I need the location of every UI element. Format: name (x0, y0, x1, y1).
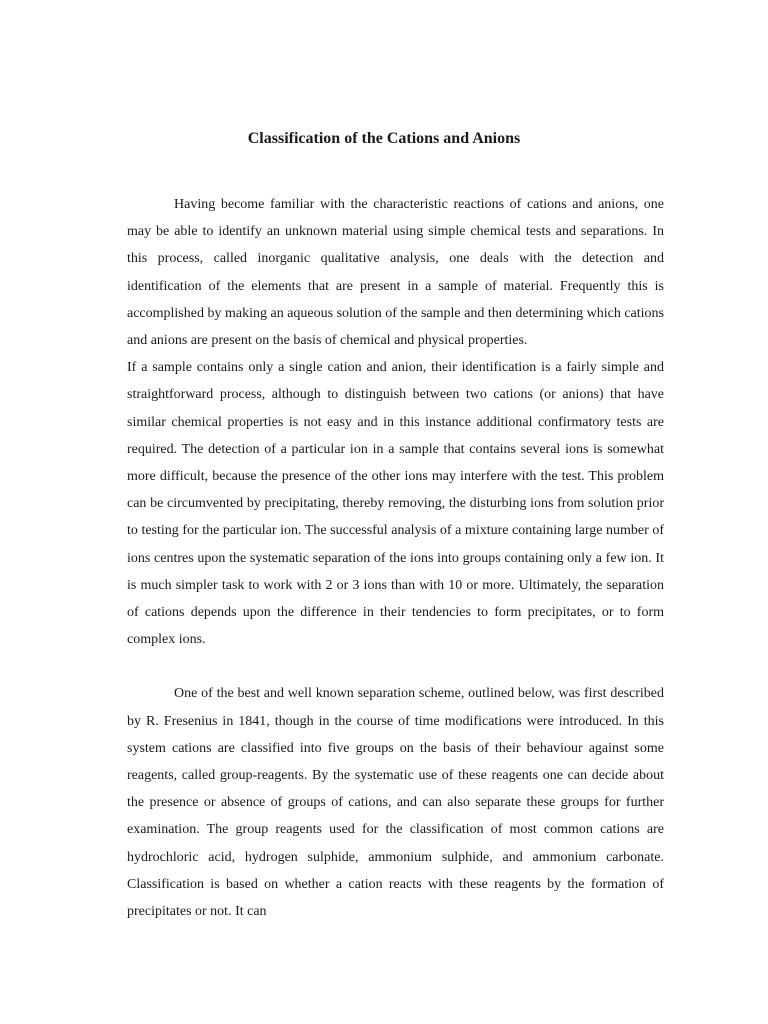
paragraph-single-ion: If a sample contains only a single cation and anion, their identification is a fairly simple and straightforward process, although to distinguish between two cations (or anions) that have similar chemical properties is not easy and in this instance additional confirmatory tests are required. The detection of a particular ion in a sample that contains several ions is somewhat more difficult, because the presence of the other ions may interfere with the test. This problem can be circumvented by precipitating, thereby removing, the disturbing ions from solution prior to testing for the particular ion. The successful analysis of a mixture containing large number of ions centres upon the systematic separation of the ions into groups containing only a few ion. It is much simpler task to work with 2 or 3 ions than with 10 or more. Ultimately, the separation of cations depends upon the difference in their tendencies to form precipitates, or to form complex ions. (127, 360, 664, 648)
document-body (127, 191, 664, 925)
paragraph-spacer (127, 653, 664, 680)
paragraph-fresenius-scheme: One of the best and well known separation scheme, outlined below, was first described by R. Fresenius in 1841, though in the course of time modifications were introduced. In this system cations are classified into five groups on the basis of their behaviour against some reagents, called group-reagents. By the systematic use of these reagents one can decide about the presence or absence of groups of cations, and can also separate these groups for further examination. The group reagents used for the classification of most common cations are hydrochloric acid, hydrogen sulphide, ammonium sulphide, and ammonium carbonate. Classification is based on whether a cation reacts with these reagents by the formation of precipitates or not. It can (127, 686, 664, 920)
page-title: Classification of the Cations and Anions (247, 130, 521, 147)
paragraph-intro: Having become familiar with the characteristic reactions of cations and anions, one may be able to identify an unknown material using simple chemical tests and separations. In this process, called inorganic qualitative analysis, one deals with the detection and identification of the elements that are present in a sample of material. Frequently this is accomplished by making an aqueous solution of the sample and then determining which cations and anions are present on the basis of chemical and physical properties. (127, 197, 664, 349)
